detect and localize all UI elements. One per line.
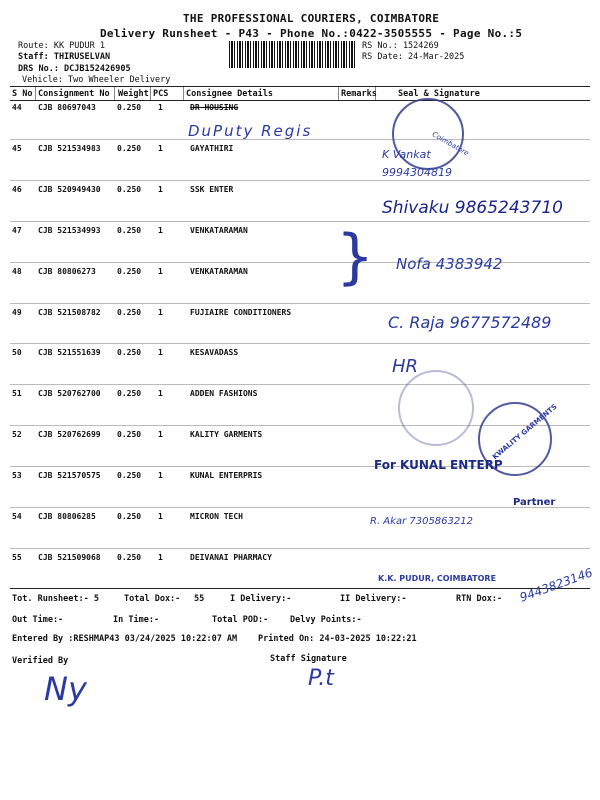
row-consignee: DR HOUSING [190, 103, 239, 112]
row-consignee: KESAVADASS [190, 348, 239, 358]
row-pcs: 1 [158, 307, 163, 317]
rs-number: RS No.: 1524269 [362, 41, 439, 51]
sig-49: C. Raja 9677572489 [388, 313, 552, 332]
row-sno: 47 [12, 225, 22, 235]
drs-number: DRS No.: DCJB152426905 [18, 64, 131, 74]
ii-delivery: II Delivery:- [340, 594, 407, 604]
col-pcs: PCS [153, 89, 169, 99]
row-sno: 53 [12, 471, 22, 481]
total-dox-value: 55 [194, 594, 205, 604]
row-consignee: DEIVANAI PHARMACY [190, 552, 272, 562]
staff: Staff: THIRUSELVAN [18, 52, 111, 62]
col-remarks: Remarks [341, 89, 377, 99]
i-delivery: I Delivery:- [230, 594, 292, 604]
header-top-line [10, 86, 590, 87]
row-weight: 0.250 [117, 143, 142, 153]
row-consignment: CJB 521508782 [38, 307, 101, 317]
col-divider [35, 87, 36, 100]
row-sno: 45 [12, 143, 22, 153]
col-divider [183, 87, 184, 100]
row-pcs: 1 [158, 225, 163, 235]
sig-45-phone: 9994304819 [382, 166, 452, 179]
stamp-55: K.K. PUDUR, COIMBATORE [378, 574, 497, 583]
row-divider [10, 343, 590, 344]
row-divider [10, 507, 590, 508]
row-weight: 0.250 [117, 430, 142, 440]
runsheet-title: Delivery Runsheet - P43 - Phone No.:0422-3505555 - Page No.:5 [100, 27, 523, 40]
row-pcs: 1 [158, 430, 163, 440]
row-sno: 52 [12, 430, 22, 440]
col-consignee: Consignee Details [186, 89, 273, 99]
row-consignee: FUJIAIRE CONDITIONERS [190, 307, 292, 317]
row-consignee: VENKATARAMAN [190, 266, 248, 276]
row-consignee: MICRON TECH [190, 512, 243, 521]
row-consignment: CJB 521551639 [38, 348, 101, 358]
staff-signature-label: Staff Signature [270, 654, 347, 664]
barcode [229, 41, 356, 68]
col-weight: Weight [118, 89, 149, 99]
row-pcs: 1 [158, 471, 163, 481]
row-weight: 0.250 [117, 389, 142, 399]
col-sno: S No [12, 89, 33, 99]
col-divider [114, 87, 115, 100]
out-time: Out Time:- [12, 615, 64, 625]
row-weight: 0.250 [117, 512, 142, 521]
sig-50: HR [392, 356, 419, 377]
rs-date: RS Date: 24-Mar-2025 [362, 52, 465, 62]
verified-signature: Ny [44, 670, 87, 708]
row-consignment: CJB 521534983 [38, 143, 101, 153]
company-title: THE PROFESSIONAL COURIERS, COIMBATORE [183, 12, 440, 25]
row-pcs: 1 [158, 103, 163, 112]
row-consignee: ADDEN FASHIONS [190, 389, 258, 399]
row-sno: 49 [12, 307, 22, 317]
row-pcs: 1 [158, 512, 163, 521]
row-sno: 44 [12, 103, 22, 112]
row-weight: 0.250 [117, 348, 142, 358]
row-consignment: CJB 520762699 [38, 430, 101, 440]
faded-stamp [398, 370, 474, 446]
total-pod: Total POD:- [212, 615, 269, 625]
sig-48: Nofa 4383942 [396, 255, 503, 273]
vehicle: Vehicle: Two Wheeler Delivery [22, 75, 171, 85]
sig-44: DuPuty Regis [188, 122, 313, 140]
row-consignee: VENKATARAMAN [190, 225, 248, 235]
row-pcs: 1 [158, 552, 163, 562]
footer-line [10, 588, 590, 589]
sig-45-name: K Vankat [382, 148, 431, 161]
sig-46: Shivaku 9865243710 [382, 198, 563, 218]
row-weight: 0.250 [117, 103, 142, 112]
row-consignment: CJB 521534993 [38, 225, 101, 235]
sig-55: 9443823146 [517, 565, 595, 605]
header-bottom-line [10, 100, 590, 101]
row-pcs: 1 [158, 348, 163, 358]
stamp-text: Coimbatore [430, 130, 471, 158]
row-divider [10, 548, 590, 549]
row-weight: 0.250 [117, 471, 142, 481]
row-weight: 0.250 [117, 307, 142, 317]
row-consignee: SSK ENTER [190, 184, 234, 194]
col-consignment: Consignment No [38, 89, 110, 99]
row-consignment: CJB 80806285 [38, 512, 96, 521]
row-sno: 46 [12, 184, 22, 194]
row-consignment: CJB 520762700 [38, 389, 101, 399]
printed-on: Printed On: 24-03-2025 10:22:21 [258, 634, 417, 644]
bracket-mark: } [336, 222, 375, 292]
row-weight: 0.250 [117, 266, 142, 276]
row-sno: 50 [12, 348, 22, 358]
row-consignee: KUNAL ENTERPRIS [190, 471, 263, 481]
col-divider [150, 87, 151, 100]
row-divider [10, 221, 590, 222]
total-dox: Total Dox:- [124, 594, 181, 604]
row-divider [10, 303, 590, 304]
route: Route: KK PUDUR 1 [18, 41, 105, 51]
stamp-53: For KUNAL ENTERP [374, 458, 503, 472]
row-consignee: GAYATHIRI [190, 143, 234, 153]
row-pcs: 1 [158, 266, 163, 276]
tot-runsheet: Tot. Runsheet:- 5 [12, 594, 99, 604]
rtn-dox: RTN Dox:- [456, 594, 503, 604]
row-consignment: CJB 520949430 [38, 184, 101, 194]
row-pcs: 1 [158, 143, 163, 153]
row-weight: 0.250 [117, 225, 142, 235]
delvy-points: Delvy Points:- [290, 615, 362, 625]
row-sno: 48 [12, 266, 22, 276]
row-pcs: 1 [158, 389, 163, 399]
row-consignee: KALITY GARMENTS [190, 430, 263, 440]
col-seal: Seal & Signature [398, 89, 480, 99]
staff-signature: P.t [308, 666, 334, 691]
stamp-53-partner: Partner [513, 497, 556, 508]
verified-by: Verified By [12, 656, 69, 666]
row-sno: 54 [12, 512, 22, 521]
row-divider [10, 262, 590, 263]
row-divider [10, 384, 590, 385]
row-consignment: CJB 80806273 [38, 266, 96, 276]
row-consignment: CJB 521509068 [38, 552, 101, 562]
col-divider [338, 87, 339, 100]
row-consignment: CJB 80697043 [38, 103, 96, 112]
row-sno: 55 [12, 552, 22, 562]
row-consignment: CJB 521570575 [38, 471, 101, 481]
kwality-stamp-text: KWALITY GARMENTS [490, 402, 559, 462]
row-pcs: 1 [158, 184, 163, 194]
row-sno: 51 [12, 389, 22, 399]
row-weight: 0.250 [117, 552, 142, 562]
entered-by: Entered By :RESHMAP43 03/24/2025 10:22:07 AM [12, 634, 238, 644]
sig-54: R. Akar 7305863212 [370, 516, 473, 527]
row-weight: 0.250 [117, 184, 142, 194]
row-divider [10, 180, 590, 181]
in-time: In Time:- [113, 615, 160, 625]
